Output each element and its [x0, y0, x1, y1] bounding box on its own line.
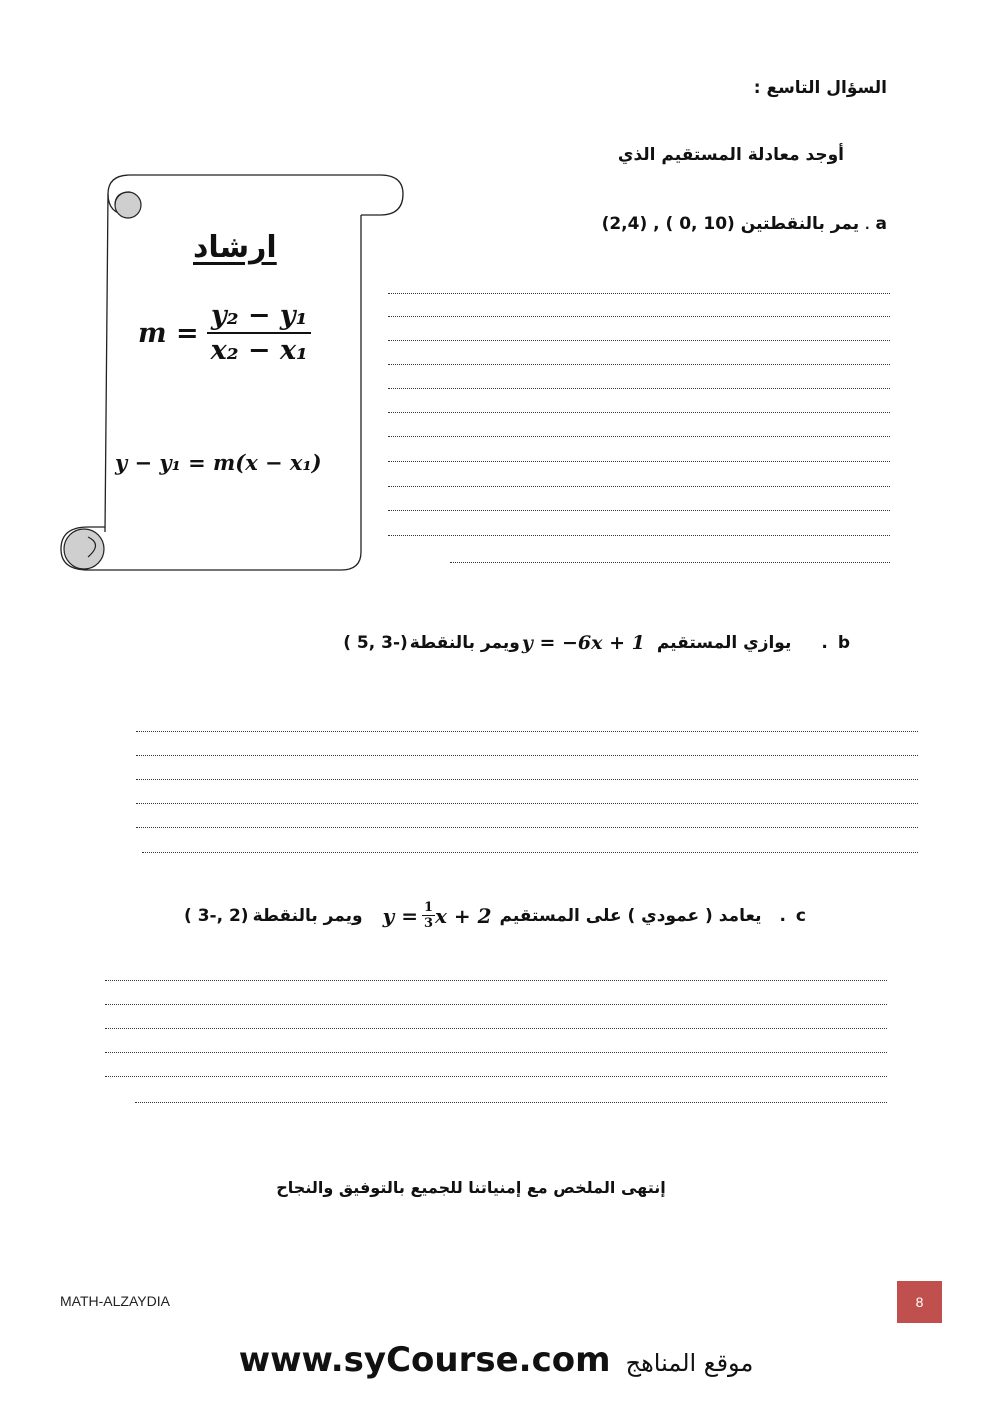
answer-line — [388, 364, 890, 365]
part-a-letter: a — [875, 214, 887, 234]
answer-line — [388, 340, 890, 341]
answer-line — [388, 535, 890, 536]
part-c-sep: . — [779, 905, 786, 926]
site-url: www.syCourse.com — [238, 1340, 611, 1380]
answer-line — [136, 779, 918, 780]
answer-line — [388, 486, 890, 487]
part-b-point-text: ويمر بالنقطة — [409, 633, 520, 653]
question-title: السؤال التاسع : — [753, 78, 887, 98]
answer-line — [136, 755, 918, 756]
part-c-line — [184, 901, 806, 930]
part-c-eq-num: 1 — [423, 900, 433, 915]
answer-line — [105, 1076, 887, 1077]
part-b-line — [343, 632, 850, 654]
answer-line — [135, 1102, 887, 1103]
slope-formula — [138, 302, 312, 364]
part-a-points: (2,4) , ( 0, 10) — [601, 214, 735, 234]
part-a-text: يمر بالنقطتين — [740, 214, 860, 234]
slope-lhs: m = — [138, 317, 199, 349]
part-b-point: ( 5, 3-) — [343, 633, 408, 653]
part-b-sep: . — [821, 633, 828, 653]
part-c-eq-den: 3 — [423, 916, 433, 931]
slope-numerator: y₂ − y₁ — [207, 302, 311, 334]
answer-line — [388, 293, 890, 294]
answer-line — [105, 1028, 887, 1029]
answer-line — [388, 461, 890, 462]
answer-line — [388, 436, 890, 437]
question-intro: أوجد معادلة المستقيم الذي — [617, 145, 844, 165]
answer-line — [105, 1004, 887, 1005]
part-c-letter: c — [795, 905, 806, 926]
answer-line — [388, 388, 890, 389]
part-c-point: ( 3-, 2) — [184, 905, 249, 926]
footer-label: MATH-ALZAYDIA — [60, 1293, 170, 1309]
site-name: موقع المناهج — [625, 1349, 754, 1377]
closing-text: إنتهى الملخص مع إمنياتنا للجميع بالتوفيق والنجاح — [276, 1178, 666, 1197]
part-c-eq-lhs: y = — [382, 903, 418, 928]
answer-line — [136, 803, 918, 804]
part-c-point-text: ويمر بالنقطة — [252, 905, 363, 926]
point-slope-formula: y − y₁ = m(x − x₁) — [115, 450, 322, 475]
answer-line — [105, 980, 887, 981]
slope-denominator: x₂ − x₁ — [210, 335, 308, 366]
part-a-sep: . — [865, 218, 870, 232]
answer-line — [450, 562, 890, 563]
part-c-equation — [383, 901, 492, 930]
part-c-text: يعامد ( عمودي ) على المستقيم — [499, 905, 762, 926]
site-watermark — [0, 1340, 992, 1380]
answer-line — [136, 827, 918, 828]
part-b-letter: b — [837, 633, 850, 653]
hint-title: ارشاد — [193, 230, 277, 265]
page-number-badge: 8 — [897, 1281, 942, 1323]
answer-line — [142, 852, 918, 853]
answer-line — [388, 412, 890, 413]
part-c-eq-rhs: x + 2 — [435, 903, 492, 928]
answer-line — [388, 316, 890, 317]
answer-line — [388, 510, 890, 511]
part-a-line — [602, 214, 887, 234]
answer-line — [105, 1052, 887, 1053]
part-b-text: يوازي المستقيم — [656, 633, 792, 653]
part-b-equation: y = −6x + 1 — [521, 632, 645, 654]
answer-line — [136, 731, 918, 732]
